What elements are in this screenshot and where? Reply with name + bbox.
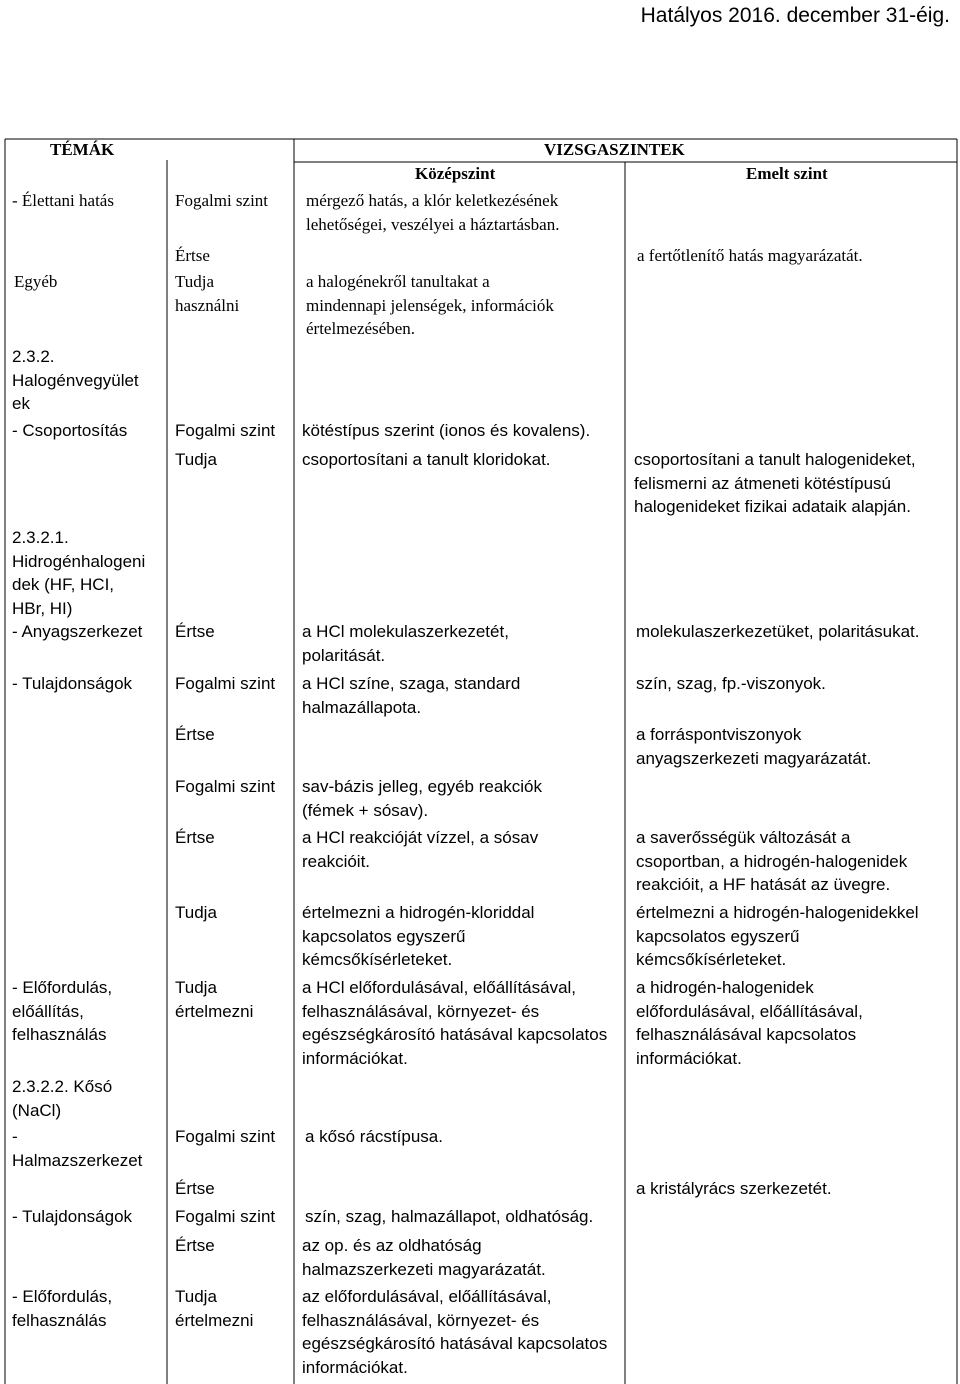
level-elofordulas-2: Tudja értelmezni bbox=[175, 1287, 254, 1330]
mid-elofordulas-2: az előfordulásával, előállításával, felhasználásával, környezet- és egészségkárosító hatásával kapcsolatos információkat. bbox=[302, 1287, 608, 1377]
topic-halmazszerkezet: - Halmazszerkezet bbox=[12, 1127, 143, 1170]
topic-halogenvegyulet: 2.3.2. Halogénvegyület ek bbox=[12, 347, 139, 413]
level-ertse-2: Értse bbox=[175, 725, 215, 744]
level-tudja-1: Tudja bbox=[175, 450, 217, 469]
topic-anyagszerkezet: - Anyagszerkezet bbox=[12, 622, 143, 641]
kozepszint-header: Középszint bbox=[415, 164, 496, 183]
level-ertse-4: Értse bbox=[175, 1179, 215, 1198]
topic-eletttani: - Élettani hatás bbox=[12, 191, 114, 210]
level-elofordulas-1: Tudja értelmezni bbox=[175, 978, 254, 1021]
emelt-elofordulas-1: a hidrogén-halogenidek előfordulásával, előállításával, felhasználásával kapcsolatos információkat. bbox=[636, 978, 863, 1068]
level-anyagszerkezet: Értse bbox=[175, 622, 215, 641]
emelt-tudja-1: csoportosítani a tanult halogenideket, felismerni az átmeneti kötéstípusú halogenideket fizikai adataik alapján. bbox=[634, 450, 916, 516]
mid-tulajdonsagok-1: a HCl színe, szaga, standard halmazállapota. bbox=[302, 674, 521, 717]
mid-fogalmi-3: sav-bázis jelleg, egyéb reakciók (fémek + sósav). bbox=[302, 777, 543, 820]
topic-tulajdonsagok-2: - Tulajdonságok bbox=[12, 1207, 133, 1226]
mid-eletttani: mérgező hatás, a klór keletkezésének lehetőségei, veszélyei a háztartásban. bbox=[306, 191, 560, 234]
topic-hidrogenhalogenidek: 2.3.2.1. Hidrogénhalogeni dek (HF, HCI, HBr, HI) bbox=[12, 528, 146, 618]
topic-elofordulas-2: - Előfordulás, felhasználás bbox=[12, 1287, 113, 1330]
mid-elofordulas-1: a HCl előfordulásával, előállításával, felhasználásával, környezet- és egészségkárosító hatásával kapcsolatos információkat. bbox=[302, 978, 608, 1068]
mid-ertse-3: a HCl reakcióját vízzel, a sósav reakcióit. bbox=[302, 828, 539, 871]
level-tulajdonsagok-2: Fogalmi szint bbox=[175, 1207, 276, 1226]
level-ertse-5: Értse bbox=[175, 1236, 215, 1255]
emelt-tudja-2: értelmezni a hidrogén-halogenidekkel kapcsolatos egyszerű kémcsőkísérleteket. bbox=[636, 903, 919, 969]
vizsgaszintek-header: VIZSGASZINTEK bbox=[544, 140, 685, 159]
mid-ertse-5: az op. és az oldhatóság halmazszerkezeti magyarázatát. bbox=[302, 1236, 546, 1279]
emelt-tulajdonsagok-1: szín, szag, fp.-viszonyok. bbox=[636, 674, 826, 693]
level-ertse-3: Értse bbox=[175, 828, 215, 847]
level-fogalmi-3: Fogalmi szint bbox=[175, 777, 276, 796]
topic-koso: 2.3.2.2. Kősó (NaCl) bbox=[12, 1077, 113, 1120]
validity-header: Hatályos 2016. december 31-éig. bbox=[640, 4, 950, 27]
emelt-ertse-2: a forráspontviszonyok anyagszerkezeti magyarázatát. bbox=[636, 725, 872, 768]
mid-csoportositas: kötéstípus szerint (ionos és kovalens). bbox=[302, 421, 591, 440]
mid-tudja-2: értelmezni a hidrogén-kloriddal kapcsolatos egyszerű kémcsőkísérleteket. bbox=[302, 903, 535, 969]
emelt-ertse-4: a kristályrács szerkezetét. bbox=[636, 1179, 832, 1198]
mid-anyagszerkezet: a HCl molekulaszerkezetét, polaritását. bbox=[302, 622, 509, 665]
level-halmazszerkezet: Fogalmi szint bbox=[175, 1127, 276, 1146]
level-eletttani: Fogalmi szint bbox=[175, 191, 269, 210]
level-tulajdonsagok-1: Fogalmi szint bbox=[175, 674, 276, 693]
level-egyeb: Tudja használni bbox=[175, 272, 240, 315]
mid-tulajdonsagok-2: szín, szag, halmazállapot, oldhatóság. bbox=[305, 1207, 594, 1226]
mid-egyeb: a halogénekről tanultakat a mindennapi jelenségek, információk értelmezésében. bbox=[306, 272, 554, 338]
level-ertse-1: Értse bbox=[175, 246, 210, 265]
emelt-ertse-3: a saverősségük változását a csoportban, a hidrogén-halogenidek reakcióit, a HF hatását az üvegre. bbox=[636, 828, 908, 894]
topic-tulajdonsagok-1: - Tulajdonságok bbox=[12, 674, 133, 693]
topic-elofordulas-1: - Előfordulás, előállítás, felhasználás bbox=[12, 978, 113, 1044]
topic-egyeb: Egyéb bbox=[14, 272, 58, 291]
emelt-szint-header: Emelt szint bbox=[746, 164, 828, 183]
mid-halmazszerkezet: a kősó rácstípusa. bbox=[305, 1127, 443, 1146]
emelt-ertse-1: a fertőtlenítő hatás magyarázatát. bbox=[637, 246, 863, 265]
temak-header: TÉMÁK bbox=[50, 140, 115, 159]
mid-tudja-1: csoportosítani a tanult kloridokat. bbox=[302, 450, 551, 469]
topic-csoportositas: - Csoportosítás bbox=[12, 421, 128, 440]
level-csoportositas: Fogalmi szint bbox=[175, 421, 276, 440]
level-tudja-2: Tudja bbox=[175, 903, 217, 922]
emelt-anyagszerkezet: molekulaszerkezetüket, polaritásukat. bbox=[636, 622, 920, 641]
